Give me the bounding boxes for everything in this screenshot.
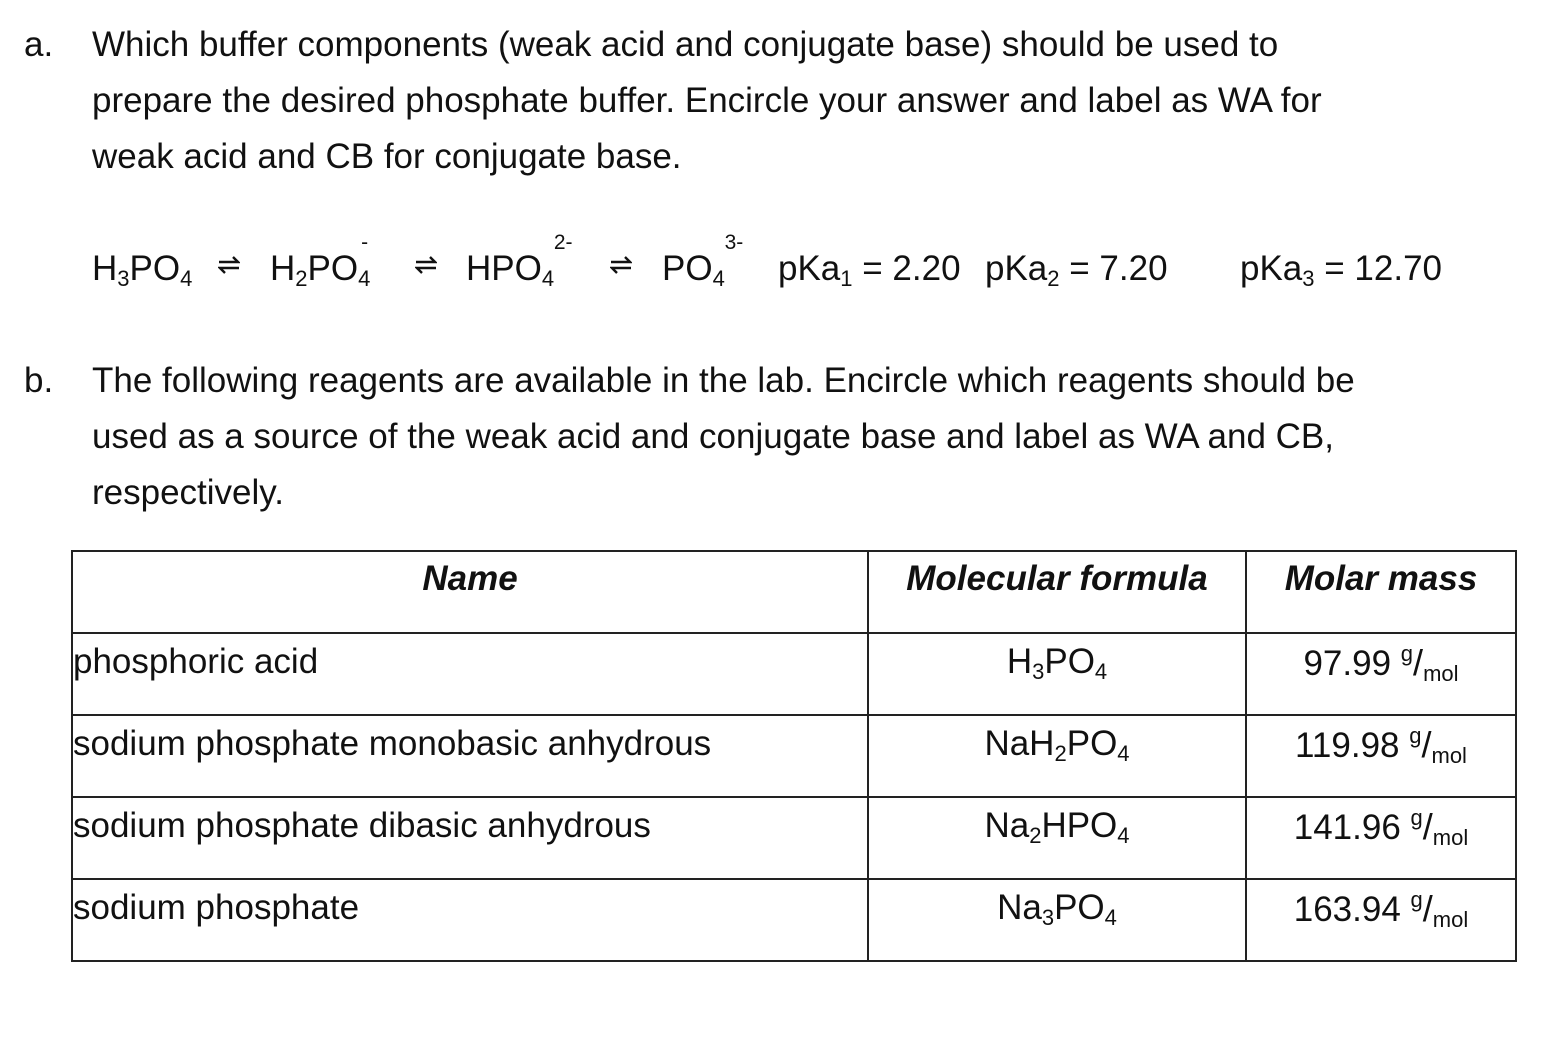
equilibrium-arrow-icon — [610, 254, 632, 276]
question-a-line-3: weak acid and CB for conjugate base. — [92, 137, 682, 176]
pka2-value: pKa$_2$ = 7.20 — [985, 249, 1168, 291]
reagent-formula: $Na_3PO_4$ — [868, 879, 1246, 961]
reagents-table — [71, 550, 1517, 962]
question-b — [0, 353, 1540, 523]
reagent-molar-mass: 163.94 $^g$/mol — [1246, 879, 1516, 961]
species-h3po4: $H_3PO_4$ — [92, 249, 193, 291]
reagent-molar-mass: 141.96 $^g$/mol — [1246, 797, 1516, 879]
question-b-line-1: The following reagents are available in the lab. Encircle which reagents should be — [92, 361, 1355, 400]
table-row — [72, 633, 1516, 715]
table-header-row — [72, 551, 1516, 633]
reagent-name: sodium phosphate dibasic anhydrous — [72, 797, 868, 879]
question-a — [0, 17, 1540, 187]
table-row — [72, 715, 1516, 797]
species-hpo4: $HPO_4$ 2- — [466, 231, 573, 291]
table-row — [72, 797, 1516, 879]
question-a-line-2: prepare the desired phosphate buffer. Encircle your answer and label as WA for — [92, 81, 1322, 120]
header-molecular-formula: Molecular formula — [868, 551, 1246, 633]
question-b-line-2: used as a source of the weak acid and conjugate base and label as WA and CB, — [92, 417, 1335, 456]
reagent-formula: $NaH_2PO_4$ — [868, 715, 1246, 797]
reagent-name: sodium phosphate — [72, 879, 868, 961]
reagent-molar-mass: 119.98 $^g$/mol — [1246, 715, 1516, 797]
equilibrium-arrow-icon — [218, 254, 240, 276]
question-a-letter: a. — [24, 25, 54, 64]
equilibrium-arrow-icon — [415, 254, 437, 276]
question-b-letter: b. — [24, 361, 54, 400]
pka1-value: pKa$_1$ = 2.20 — [778, 249, 961, 291]
pka3-value: pKa$_3$ = 12.70 — [1240, 249, 1443, 291]
species-h2po4: $H_2PO_4$ - — [270, 231, 371, 291]
question-b-text — [92, 353, 1532, 521]
reagent-molar-mass: 97.99 $^g$/mol — [1246, 633, 1516, 715]
reagent-name: phosphoric acid — [72, 633, 868, 715]
question-a-text — [92, 17, 1532, 185]
question-b-line-3: respectively. — [92, 473, 284, 512]
reagent-formula: $Na_2HPO_4$ — [868, 797, 1246, 879]
reagent-name: sodium phosphate monobasic anhydrous — [72, 715, 868, 797]
reagent-formula: $H_3PO_4$ — [868, 633, 1246, 715]
question-a-line-1: Which buffer components (weak acid and conjugate base) should be used to — [92, 25, 1279, 64]
header-name: Name — [72, 551, 868, 633]
species-po4: $PO_4$ 3- — [662, 231, 744, 291]
table-row — [72, 879, 1516, 961]
header-molar-mass: Molar mass — [1246, 551, 1516, 633]
